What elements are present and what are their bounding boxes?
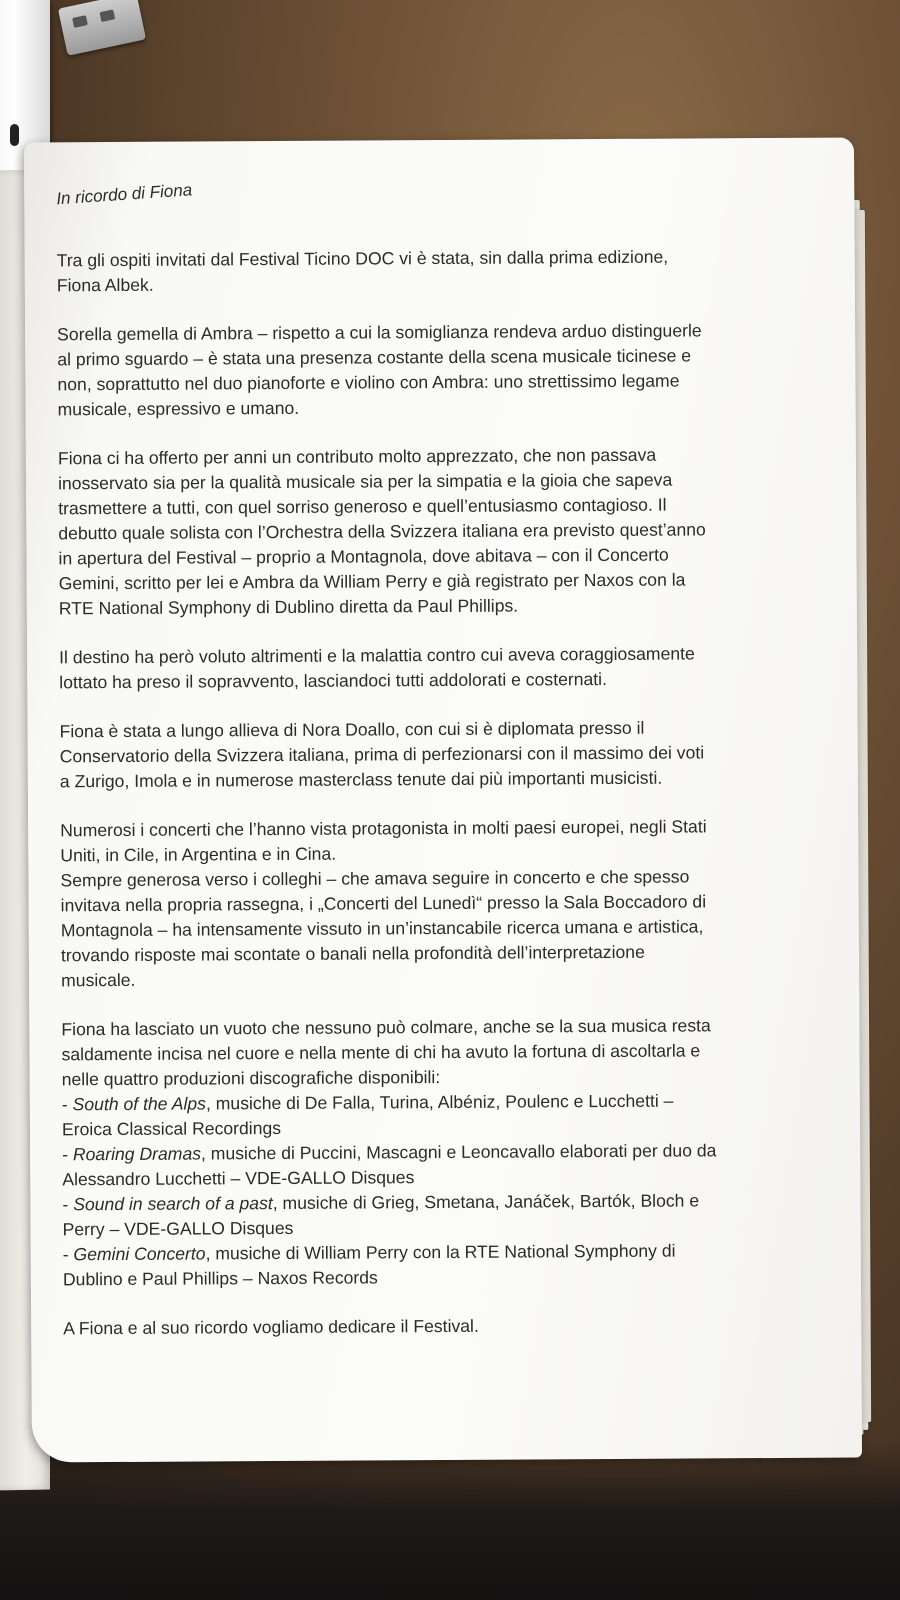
album-details: , musiche di De Falla, Turina, Albéniz, Poulenc e Lucchetti – [205,1090,674,1114]
album-details: , musiche di Puccini, Mascagni e Leoncavallo elaborati per duo da [200,1140,717,1164]
album-title: Gemini Concerto [73,1243,206,1265]
paragraph-sister [57,318,798,423]
text-line: al primo sguardo – è stata una presenza costante della scena musicale ticinese e [57,345,692,370]
album-label: Dublino e Paul Phillips – Naxos Records [62,1267,378,1290]
text-line: inosservato sia per la qualità musicale sia per la simpatia e la gioia che sapeva [57,469,673,494]
text-line: Sempre generosa verso i colleghi – che amava seguire in concerto e che spesso [60,866,690,891]
text-line: invitava nella propria rassegna, i „Concerti del Lunedì“ presso la Sala Boccadoro di [60,891,707,916]
paragraph-intro [57,244,797,299]
text-line: Gemini, scritto per lei e Ambra da William Perry e già registrato per Naxos con la [58,569,686,594]
text-line: Numerosi i concerti che l’hanno vista protagonista in molti paesi europei, negli Stati [60,816,707,841]
page-content [56,182,803,1365]
discography-item [62,1188,802,1218]
text-line: musicale. [61,969,136,991]
text-line: Fiona ha lasciato un vuoto che nessuno può colmare, anche se la sua musica resta [61,1015,711,1040]
album-title: Sound in search of a past [73,1193,273,1215]
paragraph-contribution [58,442,799,622]
closing-line: A Fiona e al suo ricordo vogliamo dedicare il Festival. [63,1315,479,1339]
text-line: non, soprattutto nel duo pianoforte e violino con Ambra: uno strettissimo legame [57,370,680,395]
discography-item [62,1138,802,1168]
paragraph-destiny [59,641,799,696]
page-heading: In ricordo di Fiona [55,180,193,209]
list-dash: - [62,1144,73,1165]
text-line: Fiona ci ha offerto per anni un contributo molto apprezzato, che non passava [57,444,657,469]
text-line: lottato ha preso il sopravvento, lasciandoci tutti addolorati e costernati. [59,668,608,693]
text-line: Sorella gemella di Ambra – rispetto a cui la somiglianza rendeva arduo distinguerle [57,320,702,345]
device-button [10,124,19,146]
text-line: Fiona è stata a lungo allieva di Nora Doallo, con cui si è diplomata presso il [59,717,645,742]
text-line: in apertura del Festival – proprio a Montagnola, dove abitava – con il Concerto [58,544,669,569]
text-line: Fiona Albek. [56,274,154,296]
text-line: a Zurigo, Imola e in numerose masterclass tenute dai più importanti musicisti. [59,767,663,792]
list-dash: - [62,1244,74,1265]
album-title: Roaring Dramas [72,1143,202,1165]
text-line: trovando risposte mai scontate o banali nella profondità dell’interpretazione [60,941,645,966]
text-line: Conservatorio della Svizzera italiana, prima di perfezionarsi con il massimo dei voti [59,742,705,767]
booklet-page [24,137,862,1462]
paragraph-closing [63,1312,803,1342]
album-title: South of the Alps [72,1093,207,1115]
album-label: Perry – VDE-GALLO Disques [62,1217,294,1240]
list-dash: - [61,1094,73,1115]
paragraph-concerts [60,814,801,994]
paragraph-legacy [61,1013,803,1293]
text-line: Uniti, in Cile, in Argentina e in Cina. [60,843,337,866]
text-line: Il destino ha però voluto altrimenti e la malattia contro cui aveva coraggiosamente [59,643,695,668]
text-line: saldamente incisa nel cuore e nella mente di chi ha avuto la fortuna di ascoltarla e [61,1040,701,1065]
text-line: musicale, espressivo e umano. [57,397,300,420]
album-label: Alessandro Lucchetti – VDE-GALLO Disques [62,1167,415,1190]
text-line: RTE National Symphony di Dublino diretta da Paul Phillips. [58,595,519,619]
paragraph-studies [60,715,800,795]
text-line: Tra gli ospiti invitati dal Festival Ticino DOC vi è stata, sin dalla prima edizione, [56,246,669,271]
album-details: , musiche di Grieg, Smetana, Janáček, Bartók, Bloch e [272,1190,700,1214]
text-line: debutto quale solista con l’Orchestra della Svizzera italiana era previsto quest’anno [58,519,706,544]
album-details: , musiche di William Perry con la RTE National Symphony di [205,1240,676,1264]
text-line: trasmettere a tutti, con quel sorriso generoso e quell’entusiasmo contagioso. Il [58,494,667,519]
album-label: Eroica Classical Recordings [61,1117,282,1140]
text-line: nelle quattro produzioni discografiche disponibili: [61,1067,441,1090]
table-shadow [0,1440,900,1600]
list-dash: - [62,1194,74,1215]
text-line: Montagnola – ha intensamente vissuto in un’instancabile ricerca umana e artistica, [60,916,704,941]
